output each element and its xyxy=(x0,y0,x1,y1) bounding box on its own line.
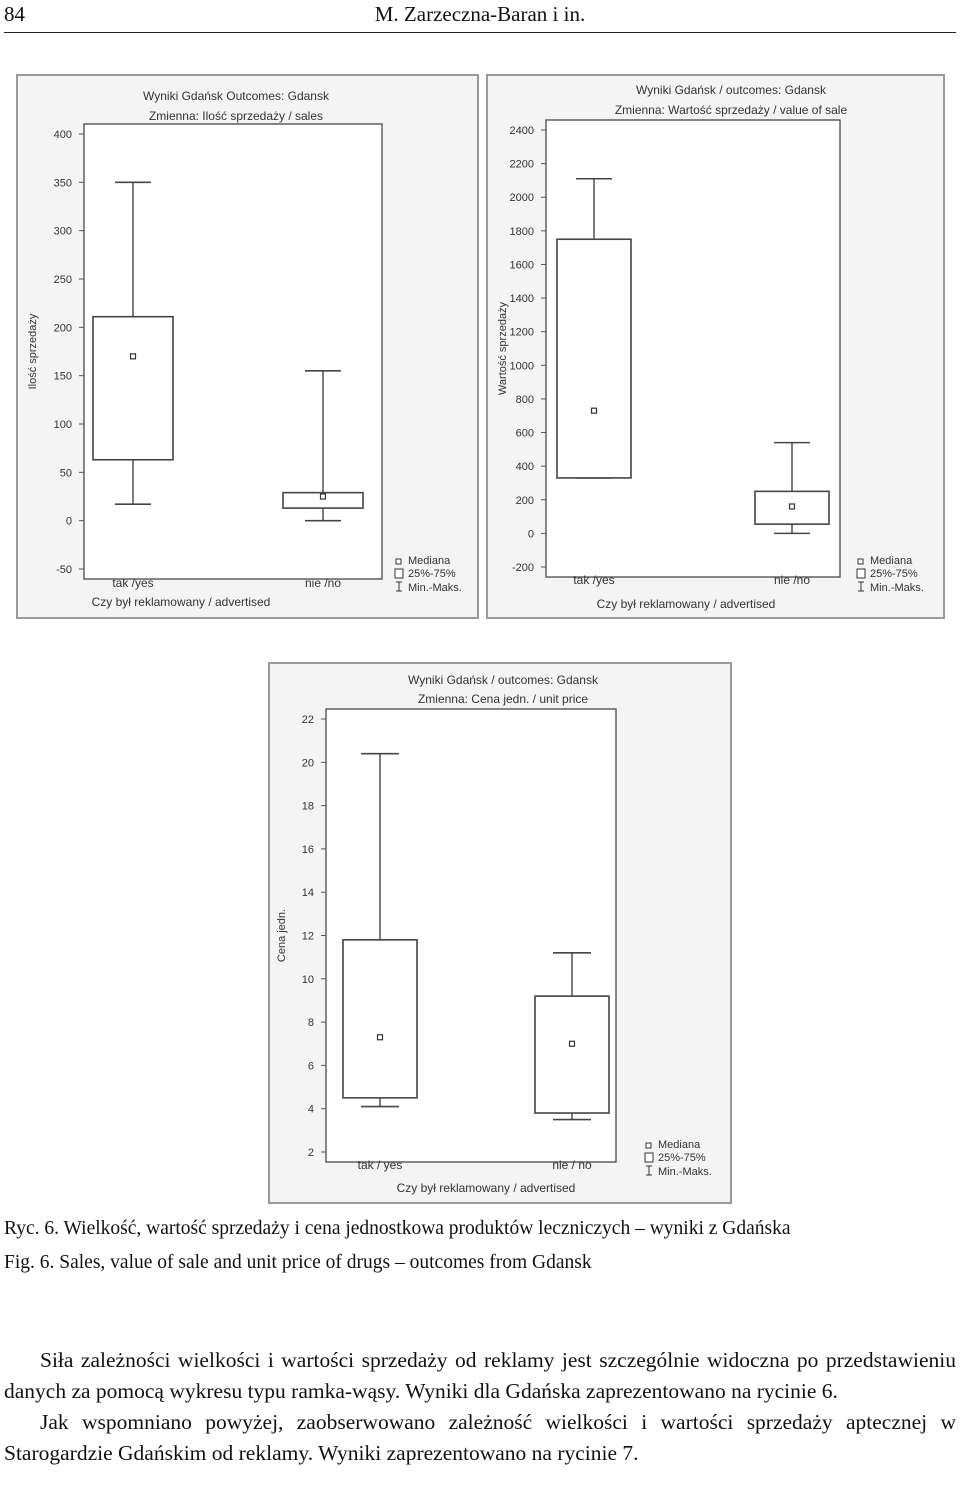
legend-iqr-swatch xyxy=(645,1153,653,1162)
legend-iqr-label: 25%-75% xyxy=(658,1152,706,1164)
legend-median-label: Mediana xyxy=(870,555,913,567)
iqr-box xyxy=(535,996,609,1113)
y-tick-label: 2200 xyxy=(509,158,534,171)
y-axis-label: Wartość sprzedaży xyxy=(497,301,509,396)
legend-median-label: Mediana xyxy=(408,555,451,567)
y-tick-label: -200 xyxy=(511,562,534,574)
legend-iqr-label: 25%-75% xyxy=(870,568,918,580)
iqr-box xyxy=(557,239,631,478)
y-tick-label: 100 xyxy=(53,419,72,431)
y-tick-label: -50 xyxy=(56,564,72,576)
chart-title-line1: Wyniki Gdańsk / outcomes: Gdansk xyxy=(408,673,598,687)
median-marker xyxy=(790,504,795,509)
y-tick-label: 0 xyxy=(65,515,72,528)
y-tick-label: 0 xyxy=(527,528,534,541)
x-axis-label: Czy był reklamowany / advertised xyxy=(596,597,776,611)
y-tick-label: 18 xyxy=(301,800,314,813)
y-tick-label: 16 xyxy=(301,843,314,856)
legend-median-label: Mediana xyxy=(658,1139,701,1151)
y-tick-label: 2000 xyxy=(509,192,534,205)
median-marker xyxy=(570,1041,575,1046)
figure-caption-pl: Ryc. 6. Wielkość, wartość sprzedaży i cena jednostkowa produktów leczniczych – wyniki z Gdańska xyxy=(4,1218,791,1239)
boxplot-unit-price xyxy=(268,662,732,1204)
running-head: M. Zarzeczna-Baran i in. xyxy=(374,2,586,26)
chart-title-line2: Zmienna: Wartość sprzedaży / value of sale xyxy=(614,103,848,117)
category-label: nie /no xyxy=(773,573,811,587)
y-tick-label: 2 xyxy=(307,1147,314,1159)
y-tick-label: 250 xyxy=(53,274,72,286)
y-tick-label: 350 xyxy=(53,177,72,190)
figure-caption-en: Fig. 6. Sales, value of sale and unit price of drugs – outcomes from Gdansk xyxy=(4,1252,592,1273)
boxplot-value-of-sale xyxy=(486,74,945,619)
y-tick-label: 2400 xyxy=(509,125,534,137)
iqr-box xyxy=(343,940,417,1098)
y-tick-label: 1600 xyxy=(509,259,534,272)
legend-median-swatch xyxy=(396,559,401,564)
legend-minmax-label: Min.-Maks. xyxy=(658,1166,712,1178)
median-marker xyxy=(378,1035,383,1040)
y-tick-label: 400 xyxy=(515,461,534,474)
page-header xyxy=(0,0,960,36)
median-marker xyxy=(131,354,136,359)
category-label: tak /yes xyxy=(573,573,615,587)
legend-minmax-label: Min.-Maks. xyxy=(870,582,924,594)
y-tick-label: 4 xyxy=(307,1103,314,1116)
category-label: nie / no xyxy=(552,1158,592,1172)
y-tick-label: 14 xyxy=(301,887,314,900)
legend-median-swatch xyxy=(646,1143,651,1148)
chart-title-line2: Zmienna: Cena jedn. / unit price xyxy=(417,692,589,706)
y-tick-label: 1800 xyxy=(509,225,534,238)
y-axis-label: Ilość sprzedaży xyxy=(27,313,39,390)
y-tick-label: 150 xyxy=(53,370,72,383)
page-number: 84 xyxy=(4,2,25,26)
y-tick-label: 600 xyxy=(515,427,534,440)
chart-panel-sales xyxy=(16,74,479,619)
chart-title-line2: Zmienna: Ilość sprzedaży / sales xyxy=(148,109,324,123)
paragraph-2: Jak wspomniano powyżej, zaobserwowano zależność wielkości i wartości sprzedaży aptecznej w Starogardzie Gdańskim od reklamy. Wyniki zaprezentowano na rycinie 7. xyxy=(4,1410,956,1465)
category-label: tak / yes xyxy=(357,1158,403,1172)
median-marker xyxy=(592,408,597,413)
legend-median-swatch xyxy=(858,559,863,564)
y-tick-label: 22 xyxy=(301,714,314,726)
y-tick-label: 800 xyxy=(515,393,534,406)
y-tick-label: 400 xyxy=(53,129,72,141)
legend-iqr-label: 25%-75% xyxy=(408,568,456,580)
y-tick-label: 6 xyxy=(307,1060,314,1073)
y-tick-label: 12 xyxy=(301,930,314,943)
y-tick-label: 50 xyxy=(59,467,72,480)
chart-title-line1: Wyniki Gdańsk Outcomes: Gdansk xyxy=(143,89,329,103)
category-label: tak /yes xyxy=(112,576,154,590)
legend-iqr-swatch xyxy=(395,569,403,578)
header-rule xyxy=(4,32,956,33)
body-text xyxy=(4,1345,956,1469)
y-tick-label: 200 xyxy=(53,322,72,335)
iqr-box xyxy=(93,317,173,460)
x-axis-label: Czy był reklamowany / advertised xyxy=(396,1181,576,1195)
category-label: nie /no xyxy=(304,576,342,590)
legend-minmax-label: Min.-Maks. xyxy=(408,582,462,594)
y-tick-label: 1200 xyxy=(509,326,534,339)
chart-panel-value-of-sale xyxy=(486,74,945,619)
y-tick-label: 300 xyxy=(53,225,72,238)
boxplot-sales xyxy=(16,74,479,619)
median-marker xyxy=(321,494,326,499)
y-tick-label: 200 xyxy=(515,494,534,507)
y-tick-label: 20 xyxy=(301,757,314,770)
y-tick-label: 10 xyxy=(301,973,314,986)
y-tick-label: 1400 xyxy=(509,293,534,306)
y-tick-label: 8 xyxy=(307,1017,314,1030)
paragraph-1: Siła zależności wielkości i wartości sprzedaży od reklamy jest szczególnie widoczna po przedstawieniu danych za pomocą wykresu typu ramka-wąsy. Wyniki dla Gdańska zaprezentowano na rycinie 6. xyxy=(4,1348,956,1403)
chart-title-line1: Wyniki Gdańsk / outcomes: Gdansk xyxy=(636,83,826,97)
legend-iqr-swatch xyxy=(857,569,865,578)
chart-panel-unit-price xyxy=(268,662,732,1204)
x-axis-label: Czy był reklamowany / advertised xyxy=(91,595,271,609)
y-tick-label: 1000 xyxy=(509,360,534,373)
y-axis-label: Cena jedn. xyxy=(276,908,288,963)
